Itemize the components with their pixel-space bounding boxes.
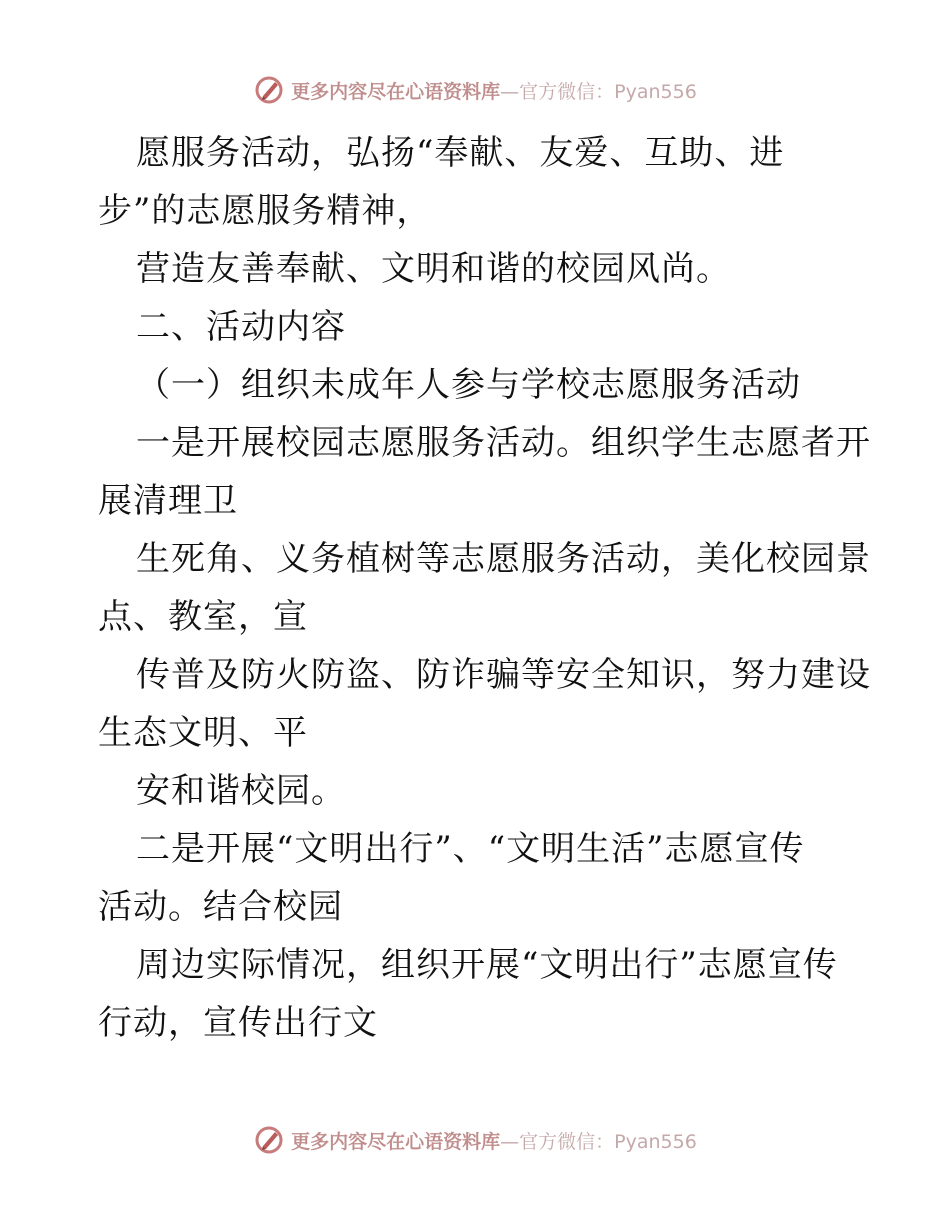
watermark-contact: —官方微信：Pyan556: [500, 80, 697, 103]
text-line: 活动。结合校园: [98, 887, 343, 927]
pen-logo-icon: [253, 74, 285, 106]
text-line: 展清理卫: [98, 481, 238, 521]
text-line: 安和谐校园。: [136, 771, 346, 811]
text-line: 行动，宣传出行文: [98, 1003, 378, 1043]
pen-logo-icon: [253, 1124, 285, 1156]
footer-watermark: [0, 1124, 950, 1156]
text-line: 周边实际情况，组织开展“文明出行”志愿宣传: [136, 945, 838, 985]
watermark-brand: 更多内容尽在心语资料库: [291, 80, 501, 103]
text-line: 愿服务活动，弘扬“奉献、友爱、互助、进: [136, 133, 785, 173]
watermark-contact: —官方微信：Pyan556: [500, 1130, 697, 1153]
text-line: 传普及防火防盗、防诈骗等安全知识，努力建设: [136, 655, 871, 695]
text-line: 营造友善奉献、文明和谐的校园风尚。: [136, 249, 731, 289]
text-line: 生态文明、平: [98, 713, 308, 753]
watermark-brand: 更多内容尽在心语资料库: [291, 1130, 501, 1153]
subsection-heading: （一）组织未成年人参与学校志愿服务活动: [136, 365, 801, 405]
section-heading: 二、活动内容: [136, 307, 346, 347]
header-watermark: [0, 74, 950, 106]
text-line: 步”的志愿服务精神，: [98, 191, 432, 231]
text-line: 点、教室，宣: [98, 597, 308, 637]
text-line: 一是开展校园志愿服务活动。组织学生志愿者开: [136, 423, 871, 463]
document-body: [98, 124, 871, 1052]
text-line: 生死角、义务植树等志愿服务活动，美化校园景: [136, 539, 871, 579]
text-line: 二是开展“文明出行”、“文明生活”志愿宣传: [136, 829, 805, 869]
